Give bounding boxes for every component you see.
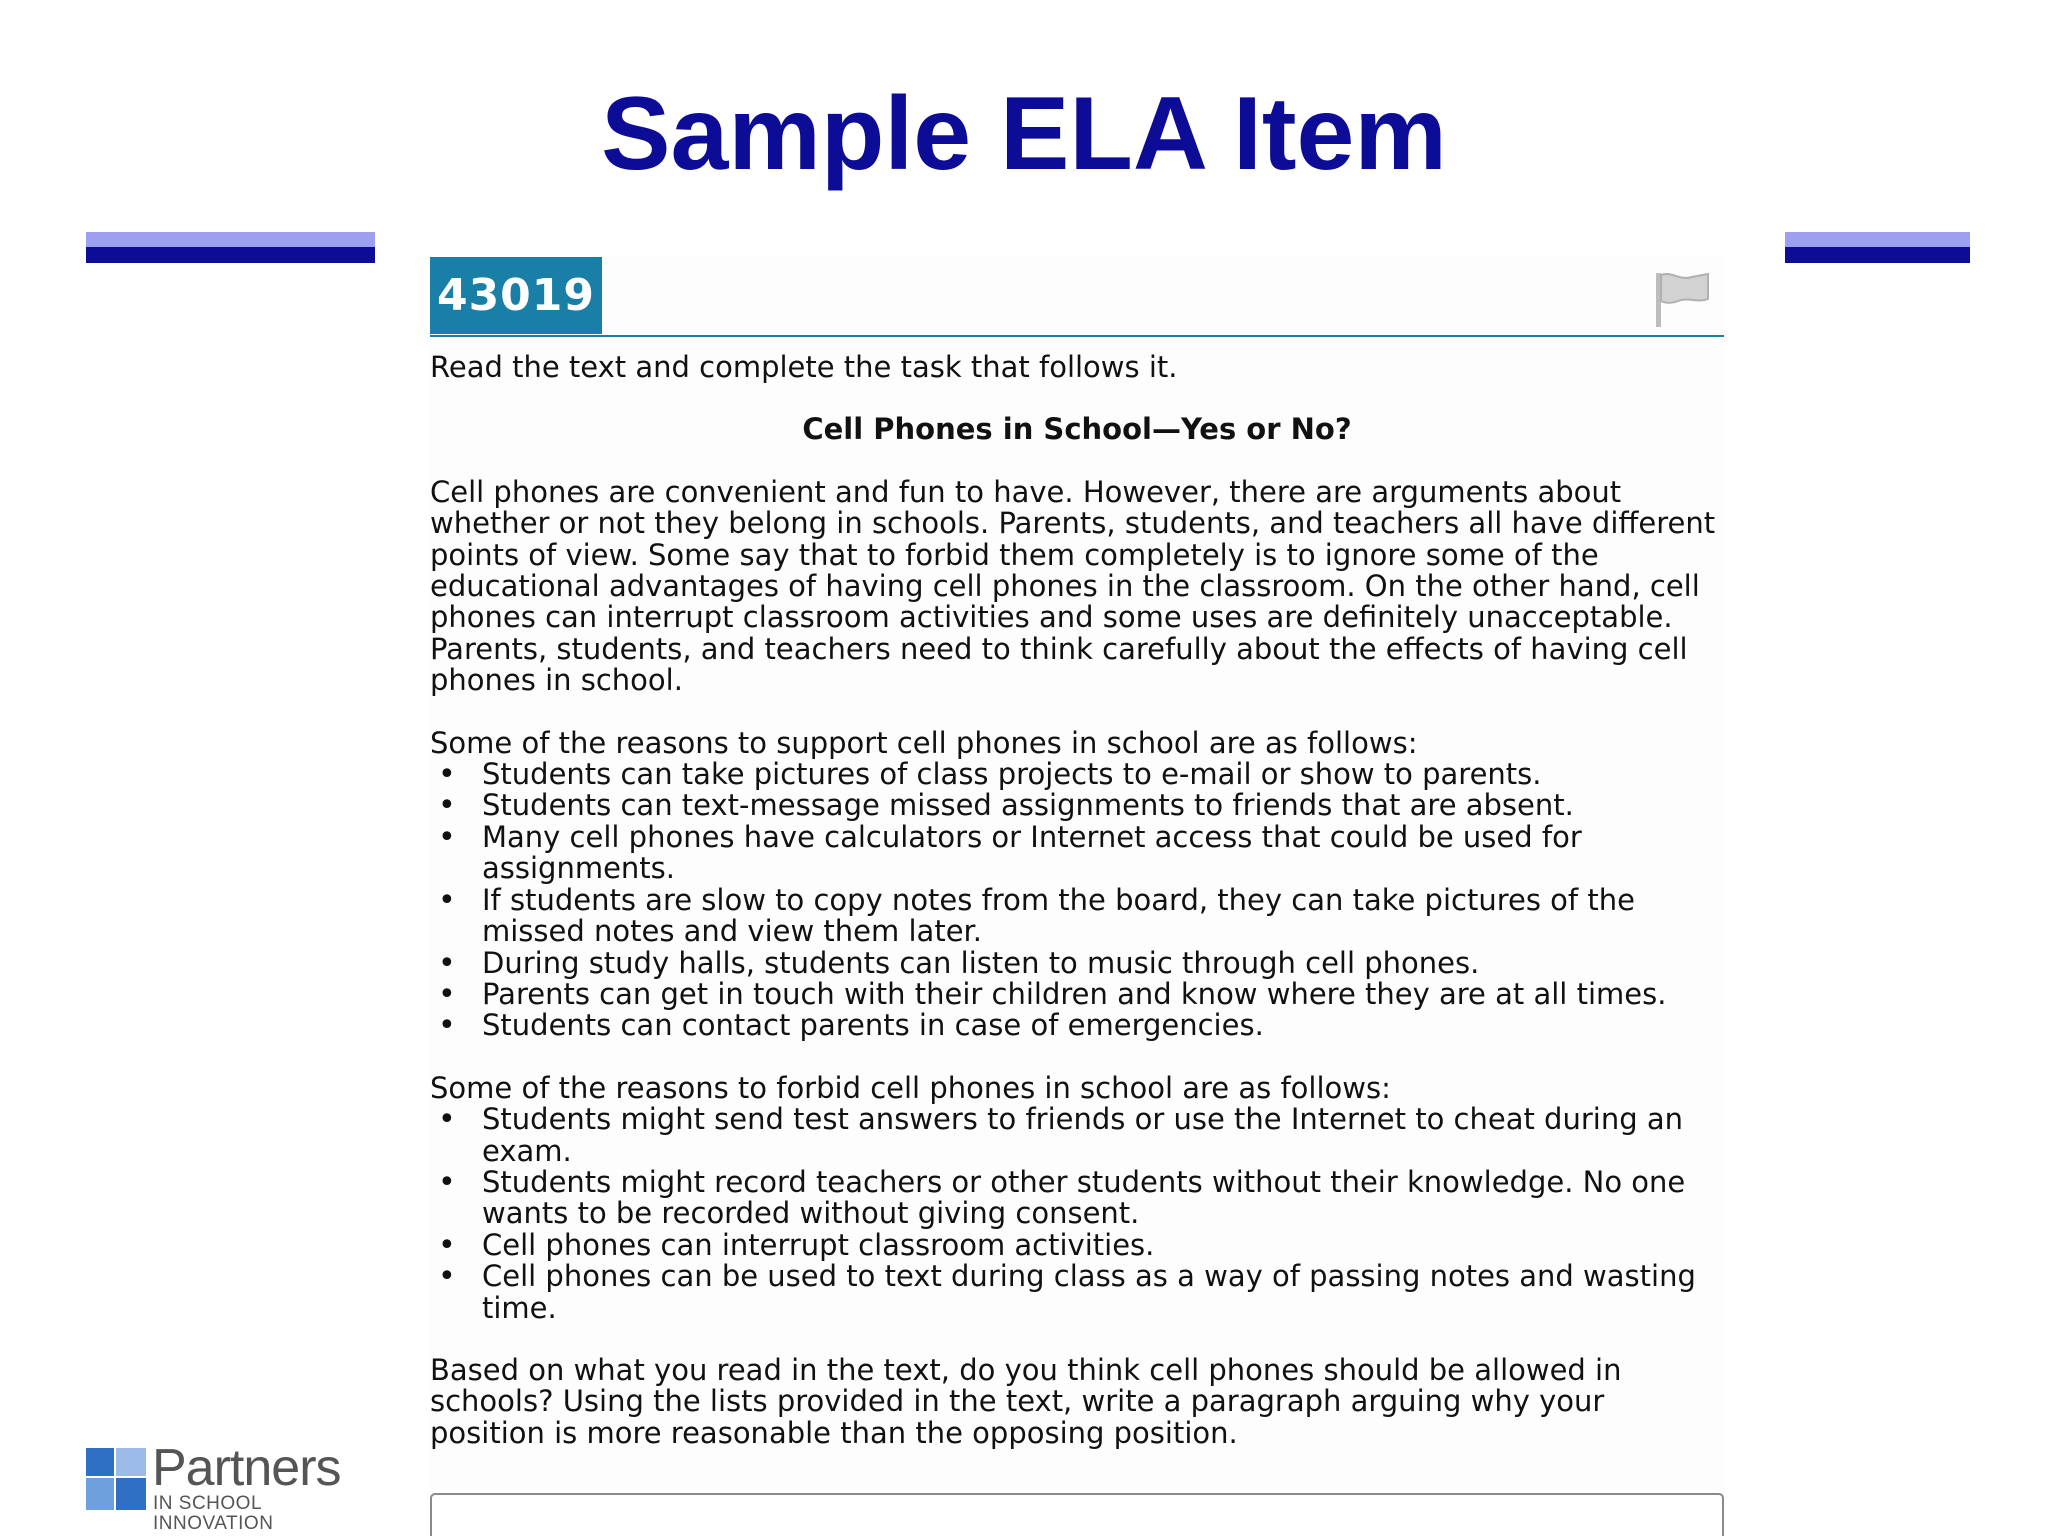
response-textarea[interactable] xyxy=(430,1493,1724,1536)
logo-name: Partners xyxy=(152,1439,341,1497)
list-item: • Students can contact parents in case of emergencies. xyxy=(430,1010,1724,1041)
support-reasons-list xyxy=(430,759,1724,1042)
partners-logo xyxy=(86,1439,386,1534)
list-item: • During study halls, students can listen to music through cell phones. xyxy=(430,948,1724,979)
intro-paragraph: Cell phones are convenient and fun to have. However, there are arguments about whether or not they belong in schools. Parents, students, and teachers all have different points of view. Some say that to forbid them completely is to ignore some of the educational advantages of having cell phones in the classroom. On the other hand, cell phones can interrupt classroom activities and some uses are definitely unacceptable. Parents, students, and teachers need to think carefully about the effects of having cell phones in school. xyxy=(430,474,1716,698)
forbid-list-intro: Some of the reasons to forbid cell phones in school are as follows: xyxy=(430,1070,1391,1105)
list-item: • Students can take pictures of class projects to e-mail or show to parents. xyxy=(430,759,1724,790)
decorative-bar-right xyxy=(1785,232,1970,263)
decorative-bar-left xyxy=(86,232,375,263)
instructions: Read the text and complete the task that follows it. xyxy=(430,350,1178,384)
logo-mark-icon xyxy=(86,1448,146,1512)
list-item: • Cell phones can be used to text during class as a way of passing notes and wasting time. xyxy=(430,1261,1724,1324)
support-list-intro: Some of the reasons to support cell phones in school are as follows: xyxy=(430,725,1418,760)
logo-tagline: IN SCHOOL INNOVATION xyxy=(153,1493,274,1534)
slide-title: Sample ELA Item xyxy=(601,76,1447,192)
flag-icon[interactable] xyxy=(1652,271,1712,329)
list-item: • Many cell phones have calculators or Internet access that could be used for assignments. xyxy=(430,822,1724,885)
list-item: • Students can text-message missed assignments to friends that are absent. xyxy=(430,790,1724,821)
forbid-reasons-list xyxy=(430,1104,1724,1324)
item-id-badge: 43019 xyxy=(430,257,602,334)
list-item: • If students are slow to copy notes from the board, they can take pictures of the missed notes and view them later. xyxy=(430,885,1724,948)
item-header xyxy=(430,257,1724,337)
list-item: • Students might send test answers to friends or use the Internet to cheat during an exam. xyxy=(430,1104,1724,1167)
item-body xyxy=(430,352,1724,1449)
list-item: • Parents can get in touch with their children and know where they are at all times. xyxy=(430,979,1724,1010)
passage-title: Cell Phones in School—Yes or No? xyxy=(802,412,1352,447)
list-item: • Students might record teachers or other students without their knowledge. No one wants to be recorded without giving consent. xyxy=(430,1167,1724,1230)
list-item: • Cell phones can interrupt classroom activities. xyxy=(430,1230,1724,1261)
writing-prompt: Based on what you read in the text, do you think cell phones should be allowed in schools? Using the lists provided in the text, write a paragraph arguing why your position is more reasonable than the opposing position. xyxy=(430,1352,1622,1450)
test-item-panel xyxy=(430,257,1724,1536)
